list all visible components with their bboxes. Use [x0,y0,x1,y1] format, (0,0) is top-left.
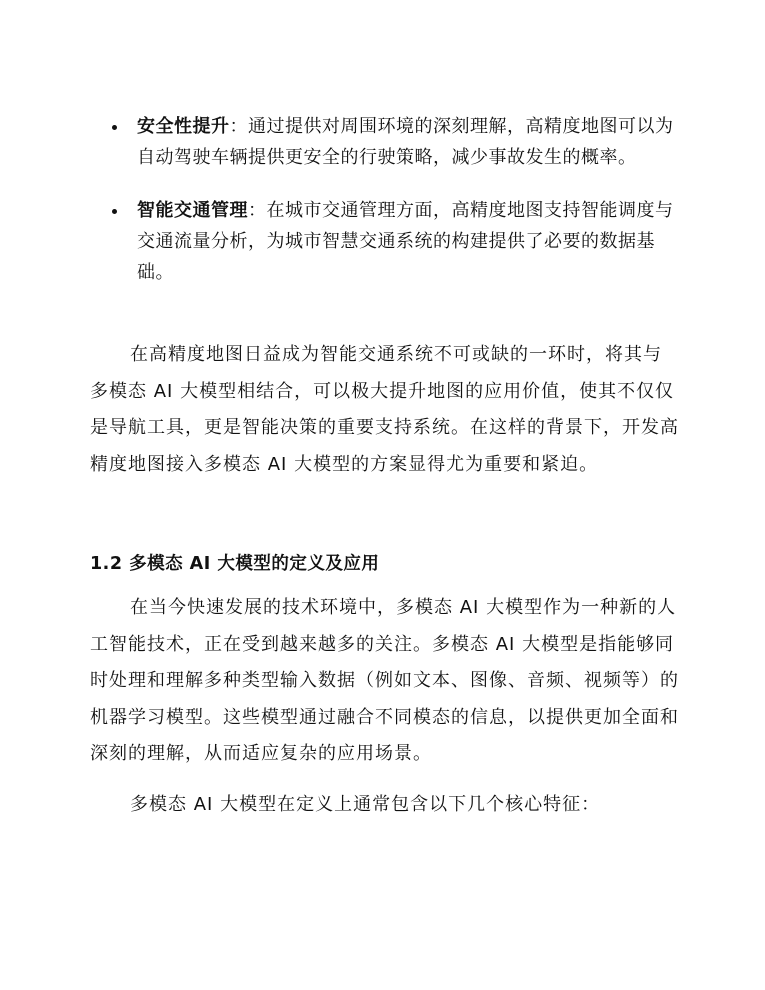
bullet-dot-icon [112,209,117,214]
bullet-item-traffic-management [90,195,690,288]
body-paragraph: 在当今快速发展的技术环境中，多模态 AI 大模型作为一种新的人工智能技术，正在受到越来越多的关注。多模态 AI 大模型是指能够同时处理和理解多种类型输入数据（例如文本、图像、音频、视频等）的机器学习模型。这些模型通过融合不同模态的信息，以提供更加全面和深刻的理解，从而适应复杂的应用场景。 [90,597,679,764]
bullet-text: ：在城市交通管理方面，高精度地图支持智能调度与交通流量分析，为城市智慧交通系统的构建提供了必要的数据基础。 [137,200,674,283]
bullet-title: 智能交通管理 [137,200,248,221]
bullet-item-safety [90,111,690,173]
body-paragraph: 多模态 AI 大模型在定义上通常包含以下几个核心特征： [130,794,601,815]
section-heading: 1.2 多模态 AI 大模型的定义及应用 [90,554,380,574]
bullet-title: 安全性提升 [137,116,230,137]
body-paragraph: 在高精度地图日益成为智能交通系统不可或缺的一环时，将其与多模态 AI 大模型相结合，可以极大提升地图的应用价值，使其不仅仅是导航工具，更是智能决策的重要支持系统。在这样的背景下，开发高精度地图接入多模态 AI 大模型的方案显得尤为重要和紧迫。 [90,344,679,475]
feature-bullet-list [90,111,690,310]
bullet-text: ：通过提供对周围环境的深刻理解，高精度地图可以为自动驾驶车辆提供更安全的行驶策略，减少事故发生的概率。 [137,116,674,168]
bullet-dot-icon [112,125,117,130]
